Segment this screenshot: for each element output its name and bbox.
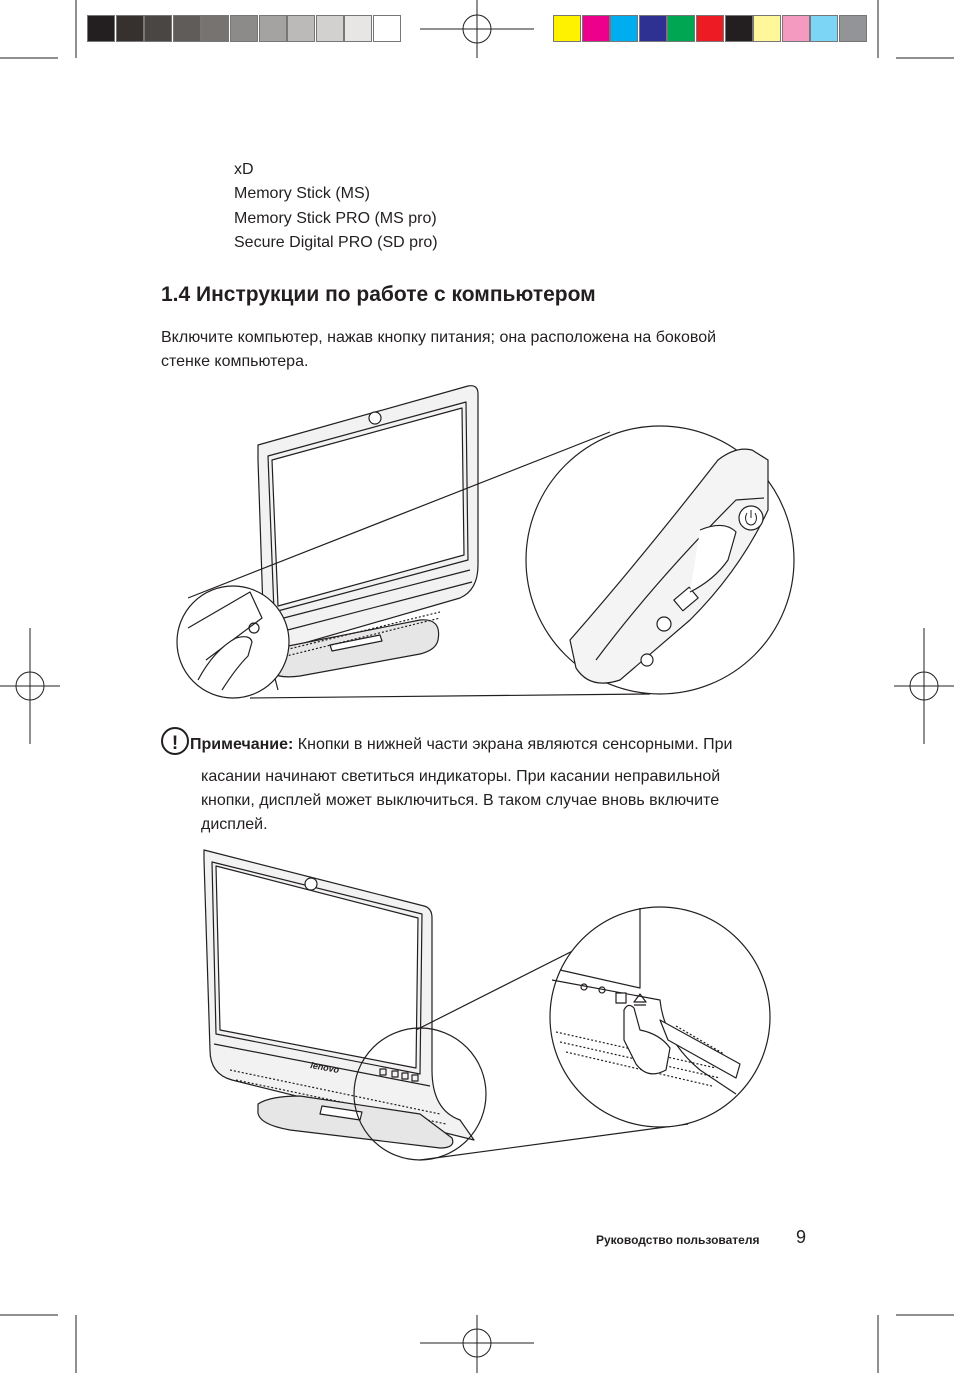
card-list-item: xD	[234, 161, 254, 178]
brand-label: lenovo	[309, 1060, 340, 1076]
note-label: Примечание:	[190, 736, 294, 753]
note-icon-glyph: !	[171, 733, 179, 754]
card-list-item: Secure Digital PRO (SD pro)	[234, 234, 438, 251]
note-line: касании начинают светиться индикаторы. При касании неправильной	[201, 768, 721, 785]
page-number: 9	[796, 1227, 807, 1247]
footer-title: Руководство пользователя	[596, 1233, 760, 1247]
section-heading: 1.4 Инструкции по работе с компьютером	[161, 283, 596, 306]
intro-text-line: Включите компьютер, нажав кнопку питания; она расположена на боковой	[161, 329, 717, 346]
zoom-circle-large	[550, 907, 770, 1127]
card-list-item: Memory Stick (MS)	[234, 185, 370, 202]
note-text: Кнопки в нижней части экрана являются сенсорными. При	[293, 736, 733, 753]
note-line: дисплей.	[201, 816, 268, 833]
card-list-item: Memory Stick PRO (MS pro)	[234, 210, 437, 227]
camera-icon	[305, 878, 317, 890]
note-line: кнопки, дисплей может выключиться. В таком случае вновь включите	[201, 792, 720, 809]
intro-text-line: стенке компьютера.	[161, 353, 309, 370]
